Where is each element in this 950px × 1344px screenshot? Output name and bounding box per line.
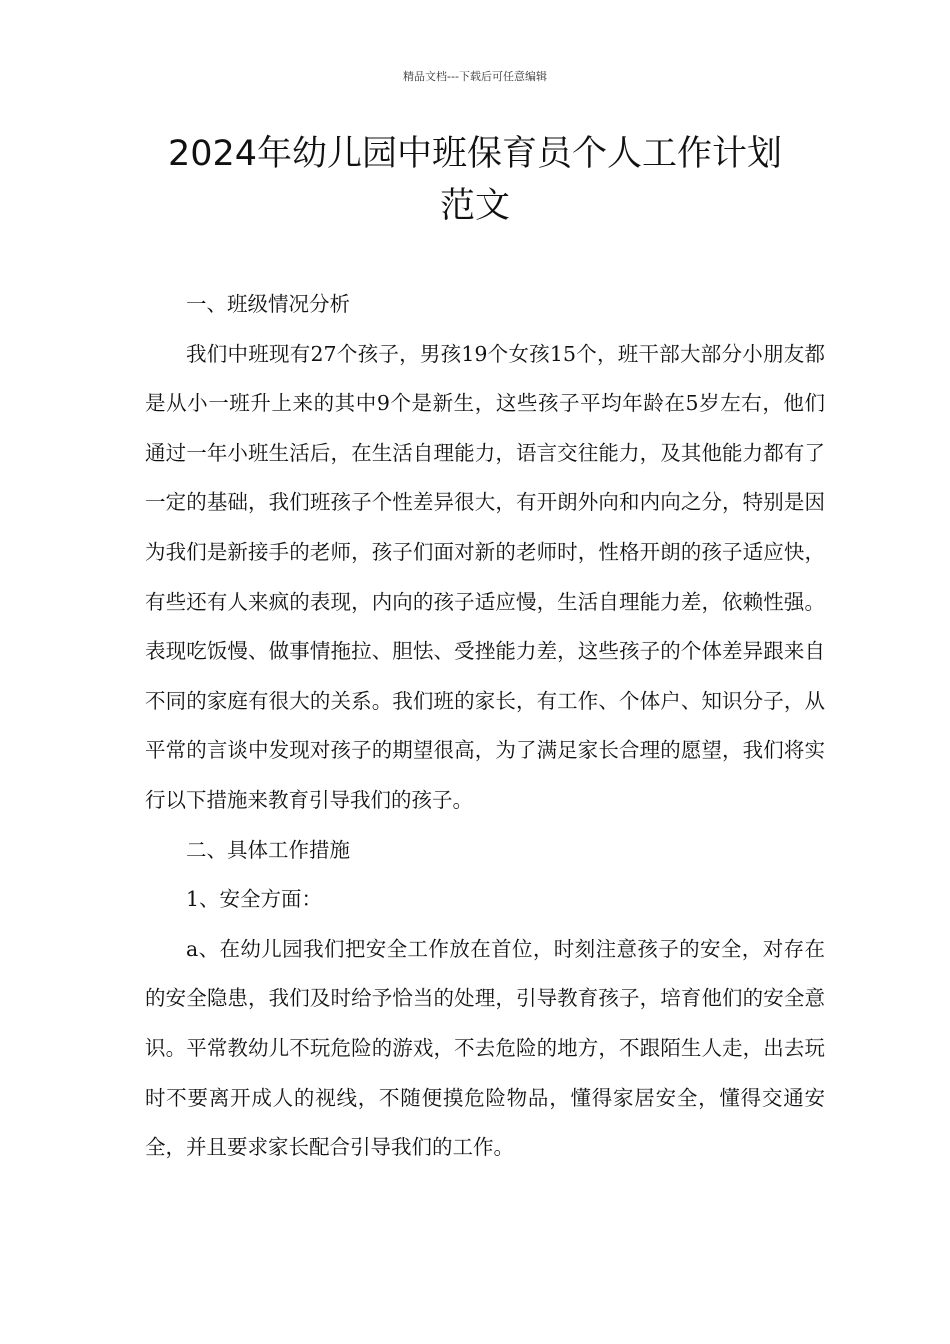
document-body <box>145 280 825 1173</box>
header-note: 精品文档---下载后可任意编辑 <box>403 70 547 83</box>
paragraph-class-analysis: 我们中班现有27个孩子，男孩19个女孩15个，班干部大部分小朋友都是从小一班升上来的其中9个是新生，这些孩子平均年龄在5岁左右，他们通过一年小班生活后，在生活自理能力，语言交往能力，及其他能力都有了一定的基础，我们班孩子个性差异很大，有开朗外向和内向之分，特别是因为我们是新接手的老师，孩子们面对新的老师时，性格开朗的孩子适应快，有些还有人来疯的表现，内向的孩子适应慢，生活自理能力差，依赖性强。表现吃饭慢、做事情拖拉、胆怯、受挫能力差，这些孩子的个体差异跟来自不同的家庭有很大的关系。我们班的家长，有工作、个体户、知识分子，从平常的言谈中发现对孩子的期望很高，为了满足家长合理的愿望，我们将实行以下措施来教育引导我们的孩子。 <box>145 341 825 812</box>
section-heading-class-analysis: 一、班级情况分析 <box>186 292 350 316</box>
title-line-2: 范文 <box>439 186 510 226</box>
subheading-safety: 1、安全方面： <box>186 887 323 912</box>
document-title <box>120 128 830 232</box>
paragraph-safety-a: a、在幼儿园我们把安全工作放在首位，时刻注意孩子的安全，对存在的安全隐患，我们及时给予恰当的处理，引导教育孩子，培育他们的安全意识。平常教幼儿不玩危险的游戏，不去危险的地方，不跟陌生人走，出去玩时不要离开成人的视线，不随便摸危险物品，懂得家居安全，懂得交通安全，并且要求家长配合引导我们的工作。 <box>145 936 825 1160</box>
section-heading-work-measures: 二、具体工作措施 <box>186 837 350 862</box>
title-line-1: 2024年幼儿园中班保育员个人工作计划 <box>167 134 783 174</box>
